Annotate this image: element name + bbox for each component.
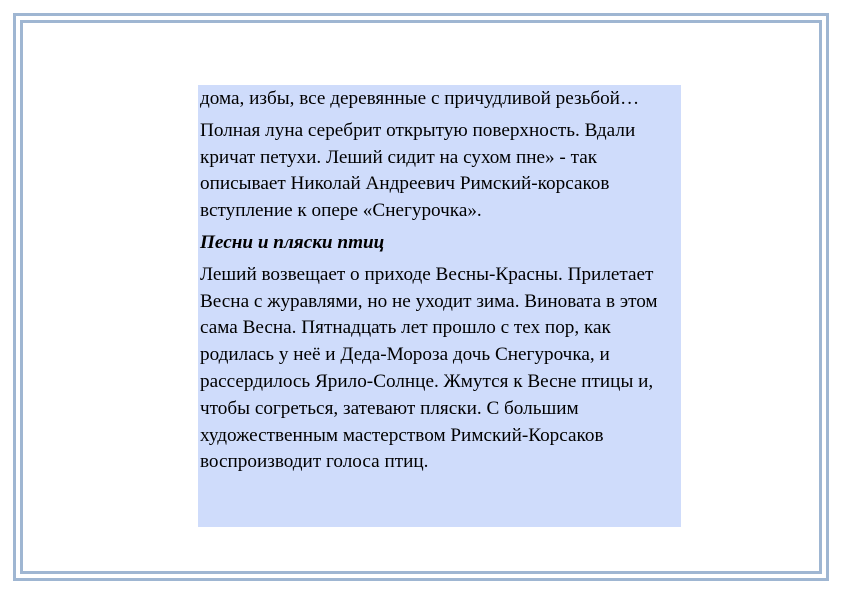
paragraph-intro: дома, избы, все деревянные с причудливой резьбой… [200,88,640,109]
text-box [198,85,681,527]
section-heading: Песни и пляски птиц [200,231,385,253]
paragraph-description: Полная луна серебрит открытую поверхность. Вдали кричат петухи. Леший сидит на сухом пне» - так описывает Николай Андреевич Римский-корсаков вступление к опере «Снегурочка». [200,119,636,222]
paragraph-story: Леший возвещает о приходе Весны-Красны. Прилетает Весна с журавлями, но не уходит зима. Виновата в этом сама Весна. Пятнадцать лет прошло с тех пор, как родилась у неё и Деда-Мороза дочь Снегурочка, и рассердилось Ярило-Солнце. Жмутся к Весне птицы и, чтобы согреться, затевают пляски. С большим художественным мастерством Римский-Корсаков воспроизводит голоса птиц. [200,263,658,473]
